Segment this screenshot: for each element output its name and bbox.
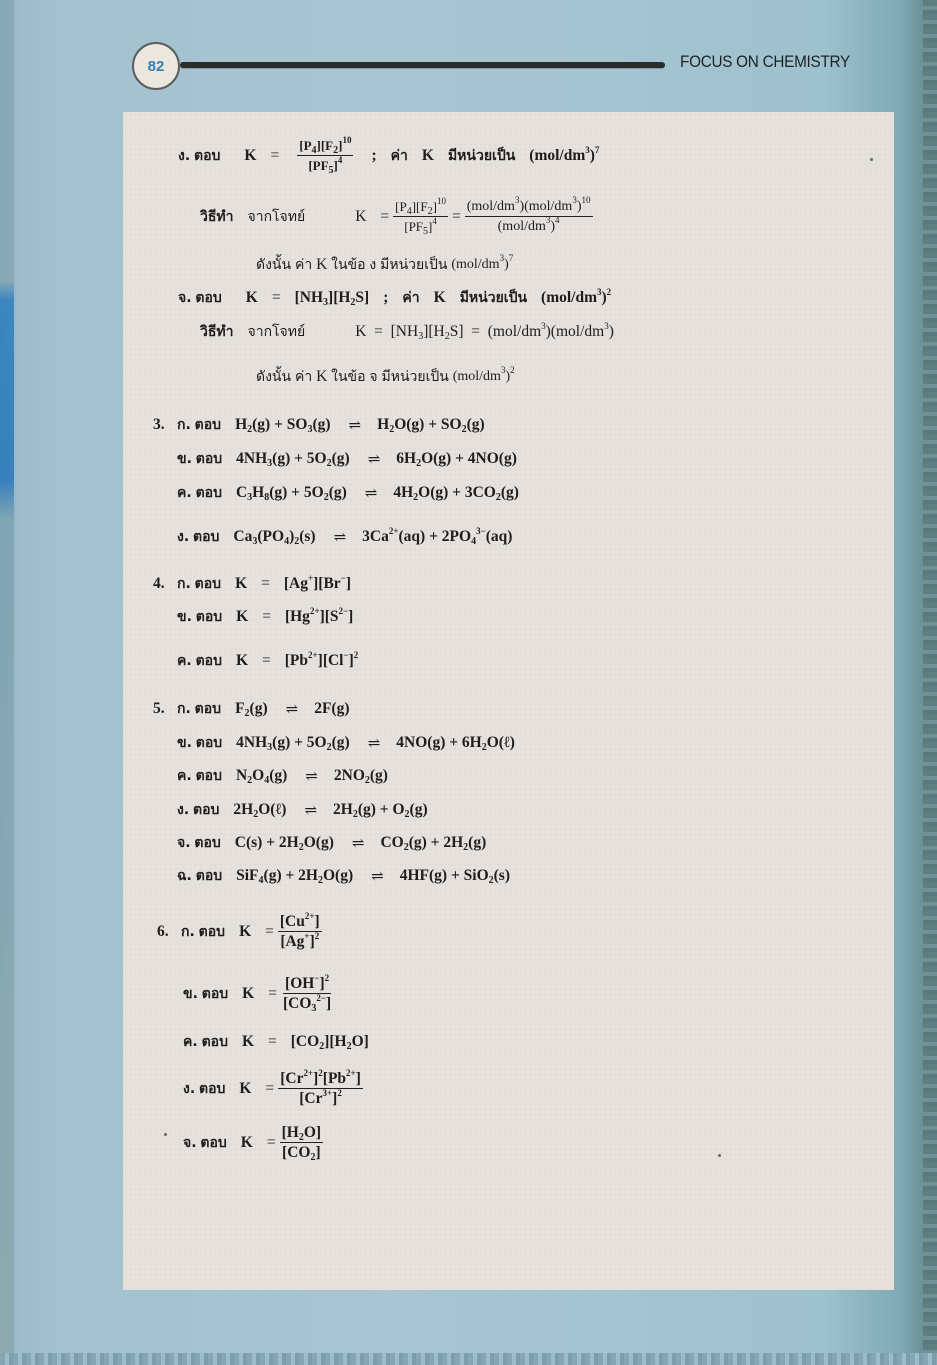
item-2-cho-answer: จ. ตอบ K = $[NH_3][H_2S]$ ; ค่า K มีหน่วยเป็น $(mol/dm^3)^2$ [178,287,612,308]
item-2-ngo-answer: ง. ตอบ K = $\frac{[P_4][F_2]^{10}}{[PF_5]^4}$ ; ค่า K มีหน่วยเป็น $(mol/dm^3)^7$ [178,135,600,176]
item-4-kho2: ค. ตอบ K = $[Pb^{2+}][Cl^-]^2$ [177,650,359,669]
item-5-kho: ข. ตอบ $4NH_3(g) + 5O_2(g)$ ⇌ $4NO(g) + 6H_2O(\ell)$ [177,734,515,753]
item-6-kho2: ค. ตอบ K = $[CO_2][H_2O]$ [183,1033,369,1052]
item-5-ngo: ง. ตอบ $2H_2O(\ell)$ ⇌ $2H_2(g) + O_2(g)$ [177,801,428,820]
item-3-ko: 3. ก. ตอบ $H_2(g) + SO_3(g)$ ⇌ $H_2O(g) + SO_2(g)$ [153,416,485,435]
item-6-cho: จ. ตอบ K = $\frac{[H_2O]}{[CO_2]}$ [183,1124,322,1163]
fraction: $\frac{[H_2O]}{[CO_2]}$ [281,1124,322,1163]
item-4-ko: 4. ก. ตอบ K = [Ag+][Br−] [153,573,351,592]
equilibrium-arrow-icon: ⇌ [367,735,379,752]
ink-speck [164,1133,167,1136]
item-5-kho2: ค. ตอบ $N_2O_4(g)$ ⇌ $2NO_2(g)$ [177,767,388,786]
item-3-kho: ข. ตอบ $4NH_3(g) + 5O_2(g)$ ⇌ $6H_2O(g) + 4NO(g)$ [177,450,517,469]
item-5-cho: จ. ตอบ $C(s) + 2H_2O(g)$ ⇌ $CO_2(g) + 2H_2(g)$ [177,834,487,853]
equilibrium-arrow-icon: ⇌ [285,701,297,718]
fraction: $\frac{[Cr^{2+}]^2[Pb^{2+}]}{[Cr^{3+}]^2}$ [280,1068,361,1107]
scan-edge-right [923,0,937,1365]
page-number-badge [132,42,180,90]
equilibrium-arrow-icon: ⇌ [367,451,379,468]
header-rule [180,62,665,68]
fraction: $\frac{[P_4][F_2]^{10}}{[PF_5]^4}$ [299,135,352,176]
equilibrium-arrow-icon: ⇌ [348,417,360,434]
equilibrium-arrow-icon: ⇌ [351,835,363,852]
fraction: $\frac{[OH^-]^2}{[CO_3^{2-}]}$ [282,973,332,1014]
item-2-ngo-conclusion: ดังนั้น ค่า K ในข้อ ง มีหน่วยเป็น $(mol/dm^3)^7$ [256,253,514,273]
equilibrium-arrow-icon: ⇌ [371,868,382,885]
item-6-ko: 6. ก. ตอบ K = $\frac{[Cu^{2+}]}{[Ag^+]^2}$ [157,911,320,950]
fraction: $\frac{(mol/dm^3)(mol/dm^3)^{10}}{(mol/dm^3)^4}$ [466,195,591,234]
scan-edge-bottom [0,1353,937,1365]
header-title: FOCUS ON CHEMISTRY [680,52,850,71]
ink-speck [870,158,873,161]
scan-edge-left [0,0,14,1365]
item-6-kho: ข. ตอบ K = $\frac{[OH^-]^2}{[CO_3^{2-}]}$ [183,973,332,1014]
equilibrium-arrow-icon: ⇌ [333,529,345,546]
item-4-kho: ข. ตอบ K = $[Hg^{2+}][S^{2-}]$ [177,606,354,625]
item-2-cho-method: วิธีทำ จากโจทย์ $K = [NH_3][H_2S] = (mol/dm^3)(mol/dm^3)$ [200,321,614,342]
item-5-ko: 5. ก. ตอบ $F_2(g)$ ⇌ 2F(g) [153,700,350,719]
item-3-ngo: ง. ตอบ $Ca_3(PO_4)_2(s)$ ⇌ $3Ca^{2+}(aq) + 2PO_4^{3-}(aq)$ [177,526,513,547]
item-2-cho-conclusion: ดังนั้น ค่า K ในข้อ จ มีหน่วยเป็น $(mol/dm^3)^2$ [256,365,515,385]
ink-speck [718,1154,721,1157]
fraction: $\frac{[Cu^{2+}]}{[Ag^+]^2}$ [279,911,320,950]
fraction: $\frac{[P_4][F_2]^{10}}{[PF_5]^4}$ [395,196,446,237]
item-6-ngo: ง. ตอบ K = $\frac{[Cr^{2+}]^2[Pb^{2+}]}{[Cr^{3+}]^2}$ [183,1068,361,1107]
equilibrium-arrow-icon: ⇌ [364,485,376,502]
item-2-ngo-method: วิธีทำ จากโจทย์ K = $\frac{[P_4][F_2]^{10}}{[PF_5]^4}$ = $\frac{(mol/dm^3)(mol/dm^3)^{10}}{(mol/dm^3)^4}$ [200,195,591,237]
item-5-cho2: ฉ. ตอบ $SiF_4(g) + 2H_2O(g)$ ⇌ 4HF(g) + SiO$_2$(s) [177,867,510,886]
equilibrium-arrow-icon: ⇌ [304,802,316,819]
equilibrium-arrow-icon: ⇌ [305,768,316,785]
page-number: 82 [147,57,165,75]
item-3-kho2: ค. ตอบ $C_3H_8(g) + 5O_2(g)$ ⇌ $4H_2O(g) + 3CO_2(g)$ [177,484,519,503]
